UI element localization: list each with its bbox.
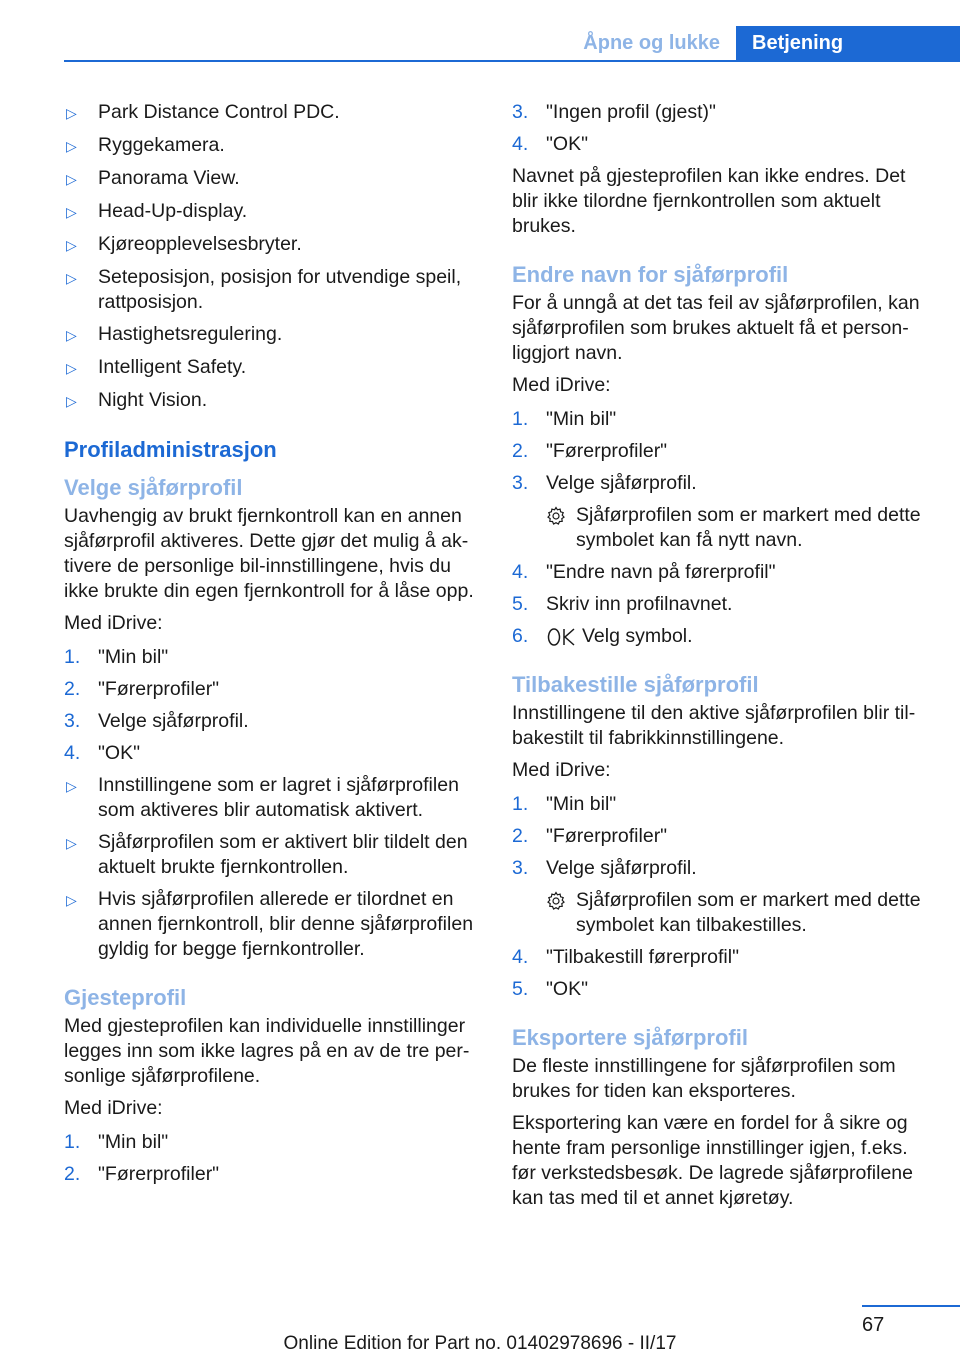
bullet-item — [64, 388, 482, 414]
triangle-right-icon: ▷ — [66, 892, 77, 908]
step-number: 2. — [512, 440, 529, 462]
footer-rule — [862, 1305, 960, 1307]
paragraph-eksport-2: Eksportering kan være en fordel for å sikre og hente fram personlige innstillinger igjen, f.eks. før verkstedsbesøk. De lagrede sjåførprofilene kan tas med til et annet kjøretøy. — [512, 1112, 913, 1209]
bullet-item — [64, 265, 482, 315]
step-number: 4. — [64, 742, 81, 764]
step-item — [512, 100, 932, 125]
heading-profiladministrasjon: Profiladministrasjon — [64, 437, 277, 462]
step-text: "Endre navn på førerprofil" — [546, 561, 776, 583]
step-text: "Min bil" — [546, 793, 617, 815]
substep-tilbake-text: Sjåførprofilen som er markert med dette symbolet kan tilbakestilles. — [576, 889, 921, 936]
steps-endre-list-cont — [512, 560, 932, 617]
step-item — [512, 592, 932, 617]
step-number: 4. — [512, 946, 529, 968]
bullet-text: Head-Up-display. — [98, 200, 248, 222]
step-item — [64, 645, 482, 670]
bullet-text: Innstillingene som er lagret i sjåførprofilen som aktiveres blir automatisk aktivert. — [98, 774, 459, 821]
ok-icon — [546, 626, 576, 648]
step-text: "Førerprofiler" — [546, 440, 668, 462]
step-item — [512, 560, 932, 585]
med-idrive-label: Med iDrive: — [64, 1097, 163, 1119]
step-text: Velge sjåførprofil. — [546, 857, 697, 879]
gear-icon — [546, 503, 576, 553]
header-chapter-tab: Betjening — [736, 26, 960, 62]
bullet-item — [64, 830, 482, 880]
bullet-text: Kjøreopplevelsesbryter. — [98, 233, 302, 255]
step-text: Velg symbol. — [582, 625, 693, 647]
bullet-text: Night Vision. — [98, 389, 208, 411]
paragraph-velge: Uavhengig av brukt fjernkontroll kan en annen sjåførprofil aktiveres. Dette gjør det mulig å aktivere de personlige bil-innstillingene, hvis du ikke brukte din egen fjernkontroll for å låse opp. — [64, 505, 474, 602]
bullet-item — [64, 100, 482, 126]
paragraph-gjest: Med gjesteprofilen kan individuelle innstillinger legges inn som ikke lagres på en av de tre personlige sjåførprofilene. — [64, 1015, 470, 1087]
step-item — [512, 407, 932, 432]
step-number: 1. — [64, 646, 81, 668]
bullet-text: Panorama View. — [98, 167, 240, 189]
bullet-text: Hvis sjåførprofilen allerede er tilordnet en annen fjernkontroll, blir denne sjåførprofilen gyldig for begge fjernkontroller. — [98, 888, 474, 960]
step-item — [64, 741, 482, 766]
triangle-right-icon: ▷ — [66, 171, 77, 187]
step-number: 1. — [512, 408, 529, 430]
triangle-right-icon: ▷ — [66, 105, 77, 121]
left-column — [64, 100, 482, 1194]
paragraph-tilbake: Innstillingene til den aktive sjåførprofilen blir tilbakestilt til fabrikkinnstillingene. — [512, 702, 916, 749]
footer-edition: Online Edition for Part no. 01402978696 - II/17 — [283, 1333, 677, 1354]
step-text: "Førerprofiler" — [98, 678, 220, 700]
step-number: 4. — [512, 561, 529, 583]
step-text: "Førerprofiler" — [98, 1163, 220, 1185]
step-number: 3. — [512, 472, 529, 494]
triangle-right-icon: ▷ — [66, 237, 77, 253]
step-text: "Min bil" — [98, 646, 169, 668]
step-item — [512, 945, 932, 970]
step-text: "Ingen profil (gjest)" — [546, 101, 716, 123]
step-text: "OK" — [546, 133, 589, 155]
right-column — [512, 100, 932, 1218]
med-idrive-label: Med iDrive: — [512, 374, 611, 396]
med-idrive-label: Med iDrive: — [512, 759, 611, 781]
step-text: "OK" — [546, 978, 589, 1000]
paragraph-endre: For å unngå at det tas feil av sjåførprofilen, kan sjåførprofilen som brukes aktuelt få et personliggjort navn. — [512, 292, 920, 364]
triangle-right-icon: ▷ — [66, 360, 77, 376]
step-text: "OK" — [98, 742, 141, 764]
velge-bullet-list — [64, 773, 482, 962]
substep-tilbake — [546, 888, 932, 938]
step-text: Velge sjåførprofil. — [546, 472, 697, 494]
bullet-text: Sjåførprofilen som er aktivert blir tildelt den aktuelt brukte fjernkontrollen. — [98, 831, 468, 878]
steps-endre-list — [512, 407, 932, 496]
steps-gjest-list-cont — [512, 100, 932, 157]
substep-endre — [546, 503, 932, 553]
step-item — [512, 471, 932, 496]
step-item — [512, 792, 932, 817]
heading-eksportere: Eksportere sjåførprofil — [512, 1025, 748, 1050]
bullet-item — [64, 887, 482, 962]
bullet-item — [64, 166, 482, 192]
bullet-text: Park Distance Control PDC. — [98, 101, 340, 123]
triangle-right-icon: ▷ — [66, 270, 77, 286]
step-text: "Førerprofiler" — [546, 825, 668, 847]
paragraph-eksport-1: De fleste innstillingene for sjåførprofilen som brukes for tiden kan eksporteres. — [512, 1055, 896, 1102]
steps-velge-list — [64, 645, 482, 766]
step-item — [512, 977, 932, 1002]
step-item — [512, 439, 932, 464]
step-number: 2. — [64, 1163, 81, 1185]
step-number: 5. — [512, 593, 529, 615]
step-text: "Min bil" — [546, 408, 617, 430]
heading-endre-navn: Endre navn for sjåførprofil — [512, 262, 789, 287]
bullet-item — [64, 232, 482, 258]
triangle-right-icon: ▷ — [66, 138, 77, 154]
bullet-text: Ryggekamera. — [98, 134, 225, 156]
bullet-item — [64, 199, 482, 225]
step-text: "Min bil" — [98, 1131, 169, 1153]
step-item — [512, 132, 932, 157]
step-item — [64, 1162, 482, 1187]
heading-velge-sjaforprofil: Velge sjåførprofil — [64, 475, 243, 500]
step-item — [64, 709, 482, 734]
step-number: 3. — [512, 101, 529, 123]
step-item — [512, 624, 932, 649]
steps-tilbake-list — [512, 792, 932, 881]
triangle-right-icon: ▷ — [66, 778, 77, 794]
triangle-right-icon: ▷ — [66, 204, 77, 220]
bullet-item — [64, 322, 482, 348]
step-item — [512, 824, 932, 849]
triangle-right-icon: ▷ — [66, 327, 77, 343]
step-text: Velge sjåførprofil. — [98, 710, 249, 732]
step-item — [512, 856, 932, 881]
steps-tilbake-list-cont — [512, 945, 932, 1002]
bullet-text: Hastighetsregulering. — [98, 323, 283, 345]
paragraph-gjest-note: Navnet på gjesteprofilen kan ikke endres. Det blir ikke tilordne fjernkontrollen som aktuelt brukes. — [512, 165, 906, 237]
bullet-text: Intelligent Safety. — [98, 356, 247, 378]
header-section-title: Åpne og lukke — [583, 32, 720, 54]
bullet-item — [64, 355, 482, 381]
steps-gjest-list — [64, 1130, 482, 1187]
step-number: 6. — [512, 625, 529, 647]
heading-tilbakestille: Tilbakestille sjåførprofil — [512, 672, 759, 697]
triangle-right-icon: ▷ — [66, 393, 77, 409]
header-rule — [64, 60, 960, 62]
step-number: 1. — [64, 1131, 81, 1153]
step-text: "Tilbakestill førerprofil" — [546, 946, 739, 968]
triangle-right-icon: ▷ — [66, 835, 77, 851]
step-number: 3. — [64, 710, 81, 732]
step-number: 2. — [64, 678, 81, 700]
heading-gjesteprofil: Gjesteprofil — [64, 985, 187, 1010]
step-number: 5. — [512, 978, 529, 1000]
step-number: 2. — [512, 825, 529, 847]
step-number: 4. — [512, 133, 529, 155]
bullet-text: Seteposisjon, posisjon for utvendige speil, rattposisjon. — [98, 266, 462, 313]
med-idrive-label: Med iDrive: — [64, 612, 163, 634]
substep-endre-text: Sjåførprofilen som er markert med dette symbolet kan få nytt navn. — [576, 504, 921, 551]
step-item — [64, 677, 482, 702]
feature-bullet-list — [64, 100, 482, 414]
page-number: 67 — [862, 1314, 885, 1336]
bullet-item — [64, 773, 482, 823]
step-text: Skriv inn profilnavnet. — [546, 593, 733, 615]
gear-icon — [546, 888, 576, 938]
step-number: 3. — [512, 857, 529, 879]
step-item — [64, 1130, 482, 1155]
bullet-item — [64, 133, 482, 159]
step-number: 1. — [512, 793, 529, 815]
